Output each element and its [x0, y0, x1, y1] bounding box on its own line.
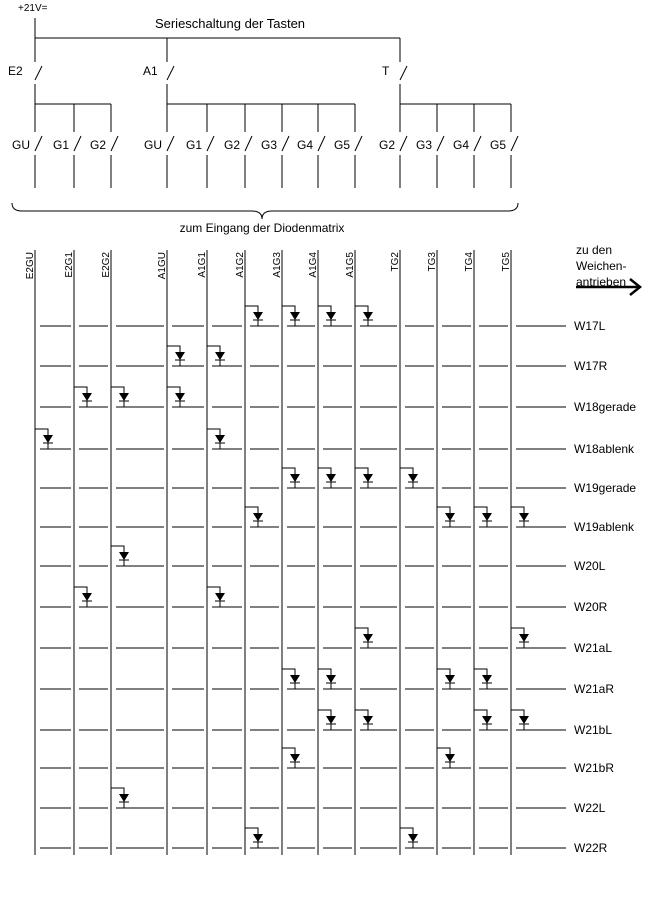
key-label-a1: A1	[143, 64, 158, 78]
switch-label: G2	[89, 138, 106, 152]
column-label: E2GU	[25, 252, 36, 280]
diode	[74, 387, 92, 407]
diode	[167, 387, 185, 407]
row-label: W21bR	[574, 761, 615, 775]
row-label: W19gerade	[574, 481, 637, 495]
supply-label: +21V=	[18, 3, 48, 14]
diode	[474, 507, 492, 527]
row-label: W21aL	[574, 641, 613, 655]
column-label: TG5	[501, 252, 512, 272]
diode	[207, 346, 225, 366]
row-label-column	[574, 319, 636, 855]
diode	[355, 628, 373, 648]
column-label: A1G1	[197, 252, 208, 278]
diode	[245, 828, 263, 848]
switch-label: G2	[223, 138, 240, 152]
switch-label: G1	[52, 138, 69, 152]
row-label: W20R	[574, 600, 608, 614]
row-label: W20L	[574, 559, 606, 573]
diode	[437, 748, 455, 768]
column-label: A1G3	[272, 252, 283, 278]
diode	[511, 507, 529, 527]
switch-label: G4	[452, 138, 469, 152]
switch-network	[35, 18, 518, 188]
switch-label-row	[12, 138, 506, 152]
row-label: W18gerade	[574, 400, 637, 414]
diode	[318, 710, 336, 730]
row-label: W17R	[574, 359, 608, 373]
switch-label: G5	[333, 138, 350, 152]
switch-label: G3	[415, 138, 432, 152]
diode	[355, 306, 373, 326]
row-label: W21aR	[574, 682, 615, 696]
diode	[111, 546, 129, 566]
diode	[282, 468, 300, 488]
diode	[245, 306, 263, 326]
diode	[207, 587, 225, 607]
drive-label-line-2: Weichen-	[576, 259, 627, 273]
column-label: A1G2	[235, 252, 246, 278]
column-lines	[35, 250, 511, 855]
diode	[318, 669, 336, 689]
switch-label: G4	[296, 138, 313, 152]
column-label: TG2	[390, 252, 401, 272]
switch-label: G3	[260, 138, 277, 152]
column-label: A1GU	[157, 252, 168, 280]
diode	[511, 710, 529, 730]
drive-label-line-1: zu den	[576, 243, 613, 257]
column-label: A1G5	[345, 252, 356, 278]
row-label: W17L	[574, 319, 606, 333]
switch-label: GU	[144, 138, 162, 152]
switch-label: GU	[12, 138, 30, 152]
column-label: A1G4	[308, 252, 319, 278]
switch-label: G2	[378, 138, 395, 152]
row-label: W19ablenk	[574, 520, 635, 534]
switch-label: G1	[185, 138, 202, 152]
row-label: W22L	[574, 801, 606, 815]
column-label: TG3	[427, 252, 438, 272]
diode	[111, 387, 129, 407]
diode	[318, 468, 336, 488]
diode	[511, 628, 529, 648]
series-title: Serieschaltung der Tasten	[154, 16, 306, 31]
diode	[74, 587, 92, 607]
drive-label-line-3: antrieben	[576, 275, 627, 289]
column-label: E2G1	[64, 252, 75, 278]
diode	[207, 429, 225, 449]
diode	[355, 468, 373, 488]
input-brace	[12, 203, 518, 219]
diode	[400, 828, 418, 848]
diode	[35, 429, 53, 449]
column-label: E2G2	[101, 252, 112, 278]
diode	[474, 669, 492, 689]
column-label-row	[25, 252, 512, 280]
diode	[282, 306, 300, 326]
brace-label: zum Eingang der Diodenmatrix	[179, 221, 345, 235]
key-label-e2: E2	[8, 64, 23, 78]
diode	[474, 710, 492, 730]
diode	[282, 669, 300, 689]
column-label: TG4	[464, 252, 475, 272]
row-label: W22R	[574, 841, 608, 855]
diode	[167, 346, 185, 366]
diode	[400, 468, 418, 488]
diode	[437, 669, 455, 689]
diode	[282, 748, 300, 768]
row-label: W21bL	[574, 723, 613, 737]
row-label: W18ablenk	[574, 442, 635, 456]
row-lines	[40, 326, 566, 848]
diode	[437, 507, 455, 527]
diode	[355, 710, 373, 730]
diode	[245, 507, 263, 527]
key-label-t: T	[382, 64, 390, 78]
switch-label: G5	[489, 138, 506, 152]
diode	[318, 306, 336, 326]
diode	[111, 788, 129, 808]
